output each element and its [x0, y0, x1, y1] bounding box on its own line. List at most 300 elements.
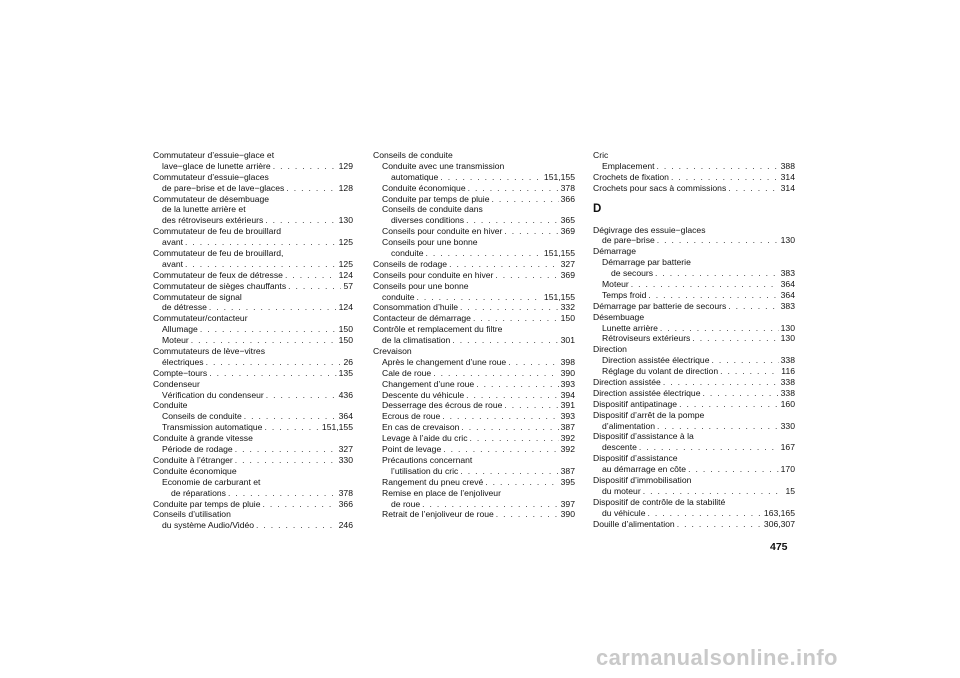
index-entry — [593, 279, 795, 290]
dot-leader — [460, 466, 558, 477]
entry-text: Démarrage — [593, 246, 636, 257]
index-entry — [373, 488, 575, 499]
dot-leader — [728, 301, 778, 312]
entry-text: Commutateur d’essuie−glaces — [153, 171, 269, 182]
dot-leader — [671, 172, 779, 183]
dot-leader — [657, 161, 779, 172]
entry-text: automatique — [391, 171, 439, 182]
index-entry — [153, 302, 353, 313]
entry-text: avant — [162, 237, 184, 248]
entry-page-ref: 246 — [338, 520, 353, 531]
entry-text: Dispositif d’arrêt de la pompe — [593, 409, 705, 420]
entry-text: Commutateur d’essuie−glace et — [153, 150, 275, 160]
index-entry — [373, 335, 575, 346]
dot-leader — [728, 183, 778, 194]
entry-text: Commutateur de feu de brouillard, — [153, 248, 284, 259]
dot-leader — [417, 292, 542, 303]
entry-page-ref: 378 — [560, 182, 575, 193]
index-entry — [593, 355, 795, 366]
entry-text: Cale de roue — [382, 367, 432, 378]
entry-text: Conseils pour une bonne — [382, 237, 478, 248]
entry-text: lave−glace de lunette arrière — [162, 160, 271, 171]
entry-page-ref: 366 — [338, 498, 353, 509]
dot-leader — [191, 335, 337, 346]
dot-leader — [266, 390, 337, 401]
dot-leader — [209, 302, 337, 313]
entry-text: Commutateur de sièges chauffants — [153, 280, 287, 291]
entry-text: Moteur — [162, 335, 189, 346]
entry-text: Direction assistée — [593, 377, 661, 388]
entry-page-ref: 364 — [780, 289, 795, 300]
dot-leader — [235, 455, 337, 466]
entry-text: Conseils de conduite dans — [382, 204, 483, 215]
dot-leader — [200, 324, 337, 335]
entry-text: Consommation d’huile — [373, 302, 459, 313]
entry-text: Vérification du condenseur — [162, 389, 264, 400]
index-entry — [153, 281, 353, 292]
dot-leader — [470, 433, 559, 444]
entry-text: Conduite à grande vitesse — [153, 433, 253, 444]
entry-text: Emplacement — [602, 160, 655, 171]
entry-text: Contacteur de démarrage — [373, 313, 471, 324]
entry-text: Période de rodage — [162, 444, 233, 455]
entry-page-ref: 383 — [780, 300, 795, 311]
entry-page-ref: 15 — [785, 485, 795, 496]
entry-page-ref: 150 — [560, 313, 575, 324]
index-entry — [373, 270, 575, 281]
entry-text: Dispositif de contrôle de la stabilité — [593, 496, 726, 507]
entry-text: de pare−brise — [602, 235, 655, 246]
entry-text: Conseils pour conduite en hiver — [382, 226, 503, 237]
index-entry — [373, 302, 575, 313]
entry-text: des rétroviseurs extérieurs — [162, 215, 264, 226]
entry-page-ref: 167 — [780, 442, 795, 453]
index-entry — [373, 379, 575, 390]
index-entry — [153, 292, 353, 303]
index-entry — [153, 313, 353, 324]
entry-page-ref: 125 — [338, 237, 353, 248]
entry-text: Retrait de l’enjoliveur de roue — [382, 509, 494, 520]
index-entry — [153, 400, 353, 411]
index-entry — [153, 488, 353, 499]
entry-text: Conseils d’utilisation — [153, 509, 231, 520]
entry-text: Rangement du pneu crevé — [382, 476, 484, 487]
entry-page-ref: 124 — [338, 269, 353, 280]
index-entry — [373, 172, 575, 183]
dot-leader — [426, 248, 542, 259]
index-entry — [373, 226, 575, 237]
entry-text: Dégivrage des essuie−glaces — [593, 224, 706, 235]
entry-text: Cric — [593, 150, 609, 160]
entry-text: Contrôle et remplacement du filtre — [373, 324, 503, 335]
index-entry — [153, 499, 353, 510]
index-entry — [593, 508, 795, 519]
index-entry — [593, 344, 795, 355]
index-entry — [153, 346, 353, 357]
entry-page-ref: 170 — [780, 464, 795, 475]
index-entry — [153, 379, 353, 390]
index-entry — [153, 194, 353, 205]
entry-text: Conduite — [153, 400, 188, 411]
entry-text: Condenseur — [153, 378, 200, 389]
entry-text: Dispositif d’assistance — [593, 453, 678, 464]
entry-text: Dispositif antipatinage — [593, 398, 678, 409]
index-entry — [373, 183, 575, 194]
entry-page-ref: 393 — [560, 378, 575, 389]
entry-text: Descente du véhicule — [382, 389, 465, 400]
entry-page-ref: 330 — [338, 454, 353, 465]
entry-text: Conduite à l’étranger — [153, 454, 233, 465]
dot-leader — [244, 411, 337, 422]
entry-page-ref: 314 — [780, 182, 795, 193]
entry-text: de réparations — [171, 487, 226, 498]
entry-page-ref: 57 — [343, 280, 353, 291]
entry-page-ref: 364 — [780, 279, 795, 290]
index-entry — [593, 442, 795, 453]
dot-leader — [452, 335, 558, 346]
index-entry — [373, 477, 575, 488]
entry-page-ref: 151,155 — [543, 171, 575, 182]
dot-leader — [443, 444, 558, 455]
index-entry — [373, 509, 575, 520]
entry-page-ref: 395 — [560, 476, 575, 487]
entry-page-ref: 365 — [560, 215, 575, 226]
entry-page-ref: 390 — [560, 367, 575, 378]
dot-leader — [442, 411, 558, 422]
index-entry — [153, 509, 353, 520]
entry-page-ref: 378 — [338, 487, 353, 498]
index-entry — [373, 346, 575, 357]
entry-text: Compte−tours — [153, 367, 208, 378]
index-entry — [153, 215, 353, 226]
entry-page-ref: 392 — [560, 444, 575, 455]
index-entry — [373, 237, 575, 248]
index-entry — [373, 259, 575, 270]
index-entry — [593, 161, 795, 172]
entry-text: Crevaison — [373, 346, 412, 357]
dot-leader — [422, 499, 559, 510]
index-entry — [373, 368, 575, 379]
entry-page-ref: 26 — [343, 356, 353, 367]
entry-text: Conseils de conduite — [373, 150, 453, 160]
index-entry — [373, 215, 575, 226]
entry-page-ref: 314 — [780, 171, 795, 182]
index-entry — [373, 150, 575, 161]
dot-leader — [461, 422, 558, 433]
index-entry — [593, 453, 795, 464]
entry-page-ref: 397 — [560, 498, 575, 509]
entry-page-ref: 130 — [780, 235, 795, 246]
index-entry — [153, 368, 353, 379]
entry-text: En cas de crevaison — [382, 422, 460, 433]
entry-page-ref: 387 — [560, 465, 575, 476]
index-entry — [593, 257, 795, 268]
dot-leader — [663, 377, 779, 388]
dot-leader — [449, 259, 559, 270]
index-entry — [153, 422, 353, 433]
entry-page-ref: 163,165 — [763, 507, 795, 518]
index-entry — [593, 150, 795, 161]
index-entry — [593, 410, 795, 421]
entry-text: Commutateurs de lève−vitres — [153, 346, 266, 357]
index-entry — [153, 390, 353, 401]
index-entry — [593, 421, 795, 432]
entry-page-ref: 125 — [338, 258, 353, 269]
index-entry — [153, 150, 353, 161]
index-entry — [593, 235, 795, 246]
dot-leader — [273, 161, 337, 172]
index-entry — [373, 161, 575, 172]
dot-leader — [677, 519, 762, 530]
dot-leader — [235, 444, 337, 455]
index-entry — [593, 290, 795, 301]
watermark: carmanualsonline.info — [596, 645, 838, 670]
entry-text: Conseils pour conduite en hiver — [373, 269, 494, 280]
entry-page-ref: 130 — [780, 322, 795, 333]
index-entry — [153, 161, 353, 172]
entry-text: Desserrage des écrous de roue — [382, 400, 503, 411]
entry-page-ref: 332 — [560, 302, 575, 313]
dot-leader — [679, 399, 779, 410]
dot-leader — [265, 215, 336, 226]
entry-page-ref: 124 — [338, 302, 353, 313]
entry-text: au démarrage en côte — [602, 464, 687, 475]
index-entry — [593, 464, 795, 475]
entry-text: Douille d’alimentation — [593, 518, 675, 529]
entry-text: Démarrage par batterie — [602, 257, 691, 268]
dot-leader — [466, 390, 558, 401]
entry-text: l’utilisation du cric — [391, 465, 459, 476]
dot-leader — [288, 281, 341, 292]
dot-leader — [688, 464, 779, 475]
index-entry — [373, 444, 575, 455]
entry-text: de détresse — [162, 302, 207, 313]
dot-leader — [256, 520, 337, 531]
entry-text: Précautions concernant — [382, 454, 473, 465]
entry-page-ref: 392 — [560, 433, 575, 444]
section-letter: D — [593, 202, 602, 215]
dot-leader — [647, 508, 761, 519]
entry-page-ref: 160 — [780, 398, 795, 409]
index-entry — [373, 281, 575, 292]
index-entry — [593, 225, 795, 236]
dot-leader — [286, 183, 336, 194]
index-entry — [153, 204, 353, 215]
index-entry — [153, 335, 353, 346]
entry-text: Lunette arrière — [602, 322, 658, 333]
entry-page-ref: 364 — [338, 411, 353, 422]
index-entry — [153, 226, 353, 237]
entry-text: Allumage — [162, 324, 198, 335]
index-entry — [153, 357, 353, 368]
index-entry — [593, 246, 795, 257]
dot-leader — [711, 355, 778, 366]
page-number: 475 — [770, 541, 788, 553]
entry-text: de roue — [391, 498, 421, 509]
entry-text: Economie de carburant et — [162, 476, 261, 487]
index-entry — [373, 466, 575, 477]
index-entry — [373, 411, 575, 422]
entry-text: Direction — [593, 344, 627, 355]
entry-text: du véhicule — [602, 507, 646, 518]
dot-leader — [209, 368, 336, 379]
dot-leader — [504, 400, 558, 411]
entry-page-ref: 369 — [560, 226, 575, 237]
entry-text: Remise en place de l’enjoliveur — [382, 487, 501, 498]
index-entry — [373, 433, 575, 444]
entry-page-ref: 151,155 — [543, 291, 575, 302]
entry-text: Conduite par temps de pluie — [153, 498, 261, 509]
index-entry — [593, 377, 795, 388]
index-entry — [153, 248, 353, 259]
index-entry — [593, 399, 795, 410]
dot-leader — [720, 366, 779, 377]
entry-page-ref: 129 — [338, 160, 353, 171]
entry-text: Crochets de fixation — [593, 171, 669, 182]
dot-leader — [466, 215, 559, 226]
dot-leader — [492, 194, 559, 205]
entry-page-ref: 128 — [338, 182, 353, 193]
index-entry — [593, 172, 795, 183]
entry-page-ref: 383 — [780, 268, 795, 279]
entry-text: Temps froid — [602, 289, 647, 300]
entry-text: Ecrous de roue — [382, 411, 441, 422]
entry-text: Levage à l’aide du cric — [382, 433, 468, 444]
entry-text: Commutateur/contacteur — [153, 313, 248, 324]
index-entry — [153, 411, 353, 422]
index-entry — [593, 475, 795, 486]
dot-leader — [285, 270, 337, 281]
entry-text: descente — [602, 442, 637, 453]
entry-page-ref: 388 — [780, 160, 795, 171]
entry-page-ref: 394 — [560, 389, 575, 400]
entry-page-ref: 327 — [560, 258, 575, 269]
entry-page-ref: 366 — [560, 193, 575, 204]
entry-text: Conduite avec une transmission — [382, 160, 505, 171]
dot-leader — [692, 333, 778, 344]
index-entry — [153, 433, 353, 444]
entry-page-ref: 369 — [560, 269, 575, 280]
index-entry — [593, 312, 795, 323]
dot-leader — [485, 477, 558, 488]
dot-leader — [264, 422, 319, 433]
index-entry — [153, 270, 353, 281]
entry-text: Moteur — [602, 279, 629, 290]
entry-text: Conduite économique — [153, 465, 237, 476]
entry-text: du système Audio/Vidéo — [162, 520, 255, 531]
entry-text: Commutateur de feu de brouillard — [153, 226, 282, 237]
entry-text: Commutateur de désembuage — [153, 193, 270, 204]
index-entry — [593, 183, 795, 194]
entry-text: Conduite économique — [382, 182, 466, 193]
entry-page-ref: 330 — [780, 420, 795, 431]
index-column-3 — [593, 150, 795, 530]
entry-text: Dispositif d’immobilisation — [593, 475, 692, 486]
entry-page-ref: 130 — [780, 333, 795, 344]
entry-page-ref: 338 — [780, 387, 795, 398]
entry-text: Commutateur de feux de détresse — [153, 269, 283, 280]
dot-leader — [228, 488, 337, 499]
entry-text: Démarrage par batterie de secours — [593, 300, 727, 311]
dot-leader — [206, 357, 342, 368]
entry-page-ref: 151,155 — [543, 248, 575, 259]
dot-leader — [460, 302, 559, 313]
dot-leader — [702, 388, 778, 399]
dot-leader — [657, 421, 779, 432]
entry-text: de pare−brise et de lave−glaces — [162, 182, 285, 193]
index-entry — [153, 183, 353, 194]
index-entry — [593, 431, 795, 442]
entry-text: Conseils de rodage — [373, 258, 448, 269]
dot-leader — [263, 499, 337, 510]
index-entry — [593, 497, 795, 508]
entry-text: Dispositif d’assistance à la — [593, 431, 694, 442]
entry-page-ref: 150 — [338, 324, 353, 335]
dot-leader — [660, 323, 779, 334]
index-entry — [373, 292, 575, 303]
dot-leader — [508, 357, 558, 368]
entry-page-ref: 393 — [560, 411, 575, 422]
entry-page-ref: 338 — [780, 377, 795, 388]
dot-leader — [473, 313, 559, 324]
dot-leader — [185, 259, 337, 270]
index-entry — [373, 204, 575, 215]
entry-page-ref: 301 — [560, 335, 575, 346]
index-entry — [593, 301, 795, 312]
entry-page-ref: 135 — [338, 367, 353, 378]
entry-page-ref: 390 — [560, 509, 575, 520]
entry-text: Rétroviseurs extérieurs — [602, 333, 691, 344]
index-entry — [593, 519, 795, 530]
entry-page-ref: 338 — [780, 355, 795, 366]
entry-page-ref: 387 — [560, 422, 575, 433]
dot-leader — [631, 279, 779, 290]
entry-text: Désembuage — [593, 311, 645, 322]
entry-text: Crochets pour sacs à commissions — [593, 182, 727, 193]
dot-leader — [185, 237, 337, 248]
index-entry — [373, 400, 575, 411]
dot-leader — [504, 226, 558, 237]
entry-text: avant — [162, 258, 184, 269]
entry-page-ref: 398 — [560, 356, 575, 367]
index-entry — [153, 324, 353, 335]
index-entry — [593, 268, 795, 279]
index-entry — [373, 390, 575, 401]
dot-leader — [468, 183, 559, 194]
dot-leader — [495, 270, 558, 281]
entry-page-ref: 391 — [560, 400, 575, 411]
entry-text: diverses conditions — [391, 215, 465, 226]
entry-text: Direction assistée électrique — [602, 355, 710, 366]
entry-page-ref: 150 — [338, 335, 353, 346]
dot-leader — [496, 509, 559, 520]
index-entry — [373, 357, 575, 368]
index-entry — [153, 520, 353, 531]
index-entry — [153, 259, 353, 270]
dot-leader — [639, 442, 779, 453]
index-column-1 — [153, 150, 353, 531]
index-entry — [373, 248, 575, 259]
index-entry — [153, 466, 353, 477]
entry-text: de la climatisation — [382, 335, 451, 346]
entry-text: Après le changement d’une roue — [382, 356, 507, 367]
index-entry — [153, 455, 353, 466]
entry-text: de secours — [611, 268, 654, 279]
entry-text: Transmission automatique — [162, 422, 263, 433]
index-entry — [373, 422, 575, 433]
index-entry — [593, 366, 795, 377]
index-entry — [593, 486, 795, 497]
